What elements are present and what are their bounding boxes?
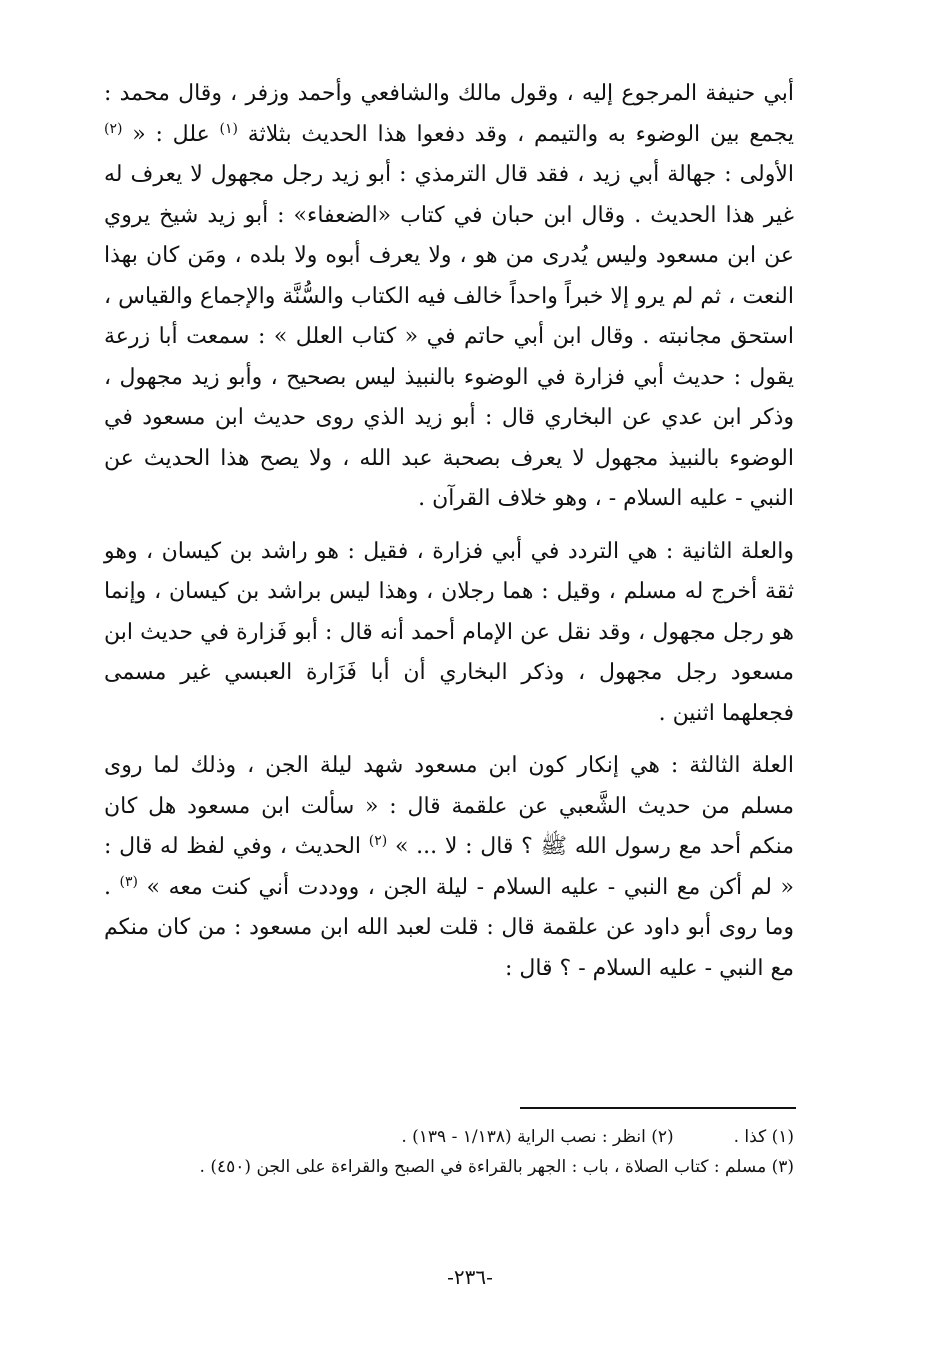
footnote-3: (٣) مسلم : كتاب الصلاة ، باب : الجهر بالقراءة في الصبح والقراءة على الجن (٤٥٠) .: [199, 1157, 794, 1177]
footnote-row: [104, 1122, 794, 1152]
footnote-ref-2b: (٢): [368, 833, 388, 849]
text-run: أبي حنيفة المرجوع إليه ، وقول مالك والشافعي وأحمد وزفر ، وقال محمد : يجمع بين الوضوء به والتيمم ، وقد دفعوا هذا الحديث بثلاثة: [104, 81, 794, 147]
main-text: [104, 74, 794, 989]
footnote-2: (٢) انظر : نصب الراية (١/١٣٨ - ١٣٩) .: [401, 1127, 674, 1147]
paragraph-first-cause: [104, 74, 794, 520]
text-run: الحديث ، وفي لفظ له قال : « لم أكن مع النبي - عليه السلام - ليلة الجن ، ووددت أني كنت معه »: [104, 834, 794, 900]
text-run: الأولى : جهالة أبي زيد ، فقد قال الترمذي : أبو زيد رجل مجهول لا يعرف له غير هذا الحديث . وقال ابن حبان في كتاب «الضعفاء» : أبو زيد شيخ يروي عن ابن مسعود وليس يُدرى من هو ، ولا يعرف أبوه ولا بلده ، ومَن كان بهذا النعت ، ثم لم يرو إلا خبراً واحداً خالف فيه الكتاب والسُّنَّة والإجماع والقياس ، استحق مجانبته . وقال ابن أبي حاتم في « كتاب العلل » : سمعت أبا زرعة يقول : حديث أبي فزارة في الوضوء بالنبيذ ليس بصحيح ، وأبو زيد مجهول ، وذكر ابن عدي عن البخاري قال : أبو زيد الذي روى حديث ابن مسعود في الوضوء بالنبيذ مجهول لا يعرف بصحبة عبد الله ، ولا يصح هذا الحديث عن النبي - عليه السلام - ، وهو خلاف القرآن .: [104, 162, 794, 511]
footnote-separator: [520, 1107, 796, 1109]
paragraph-third-cause: [104, 746, 794, 989]
footnote-ref-1: (١): [219, 120, 239, 137]
footnote-ref-3: (٣): [119, 873, 139, 890]
footnotes: [104, 1122, 794, 1182]
paragraph-second-cause: [104, 532, 794, 735]
text-run: والعلة الثانية : هي التردد في أبي فزارة ، فقيل : هو راشد بن كيسان ، وهو ثقة أخرج له مسلم ، وقيل : هما رجلان ، وهذا ليس براشد بن كيسان ، وإنما هو رجل مجهول ، وقد نقل عن الإمام أحمد أنه قال : أبو فَزارة في حديث ابن مسعود رجل مجهول ، وذكر البخاري أن أبا فَزَارة العبسي غير مسمى فجعلهما اثنين .: [104, 538, 794, 726]
text-run: . وما روى أبو داود عن علقمة قال : قلت لعبد الله ابن مسعود : من كان منكم مع النبي - عليه السلام - ؟ قال :: [104, 874, 794, 981]
page-number: -٢٣٦-: [447, 1265, 493, 1289]
text-run: علل : «: [122, 121, 220, 147]
footnote-ref-2: (٢): [104, 120, 123, 137]
text-run: العلة الثالثة : هي إنكار كون ابن مسعود شهد ليلة الجن ، وذلك لما روى مسلم من حديث الشَّعبي عن علقمة قال : « سألت ابن مسعود هل كان منكم أحد مع رسول الله ﷺ ؟ قال : لا ... »: [104, 753, 794, 859]
footnote-1: (١) كذا .: [733, 1127, 794, 1147]
